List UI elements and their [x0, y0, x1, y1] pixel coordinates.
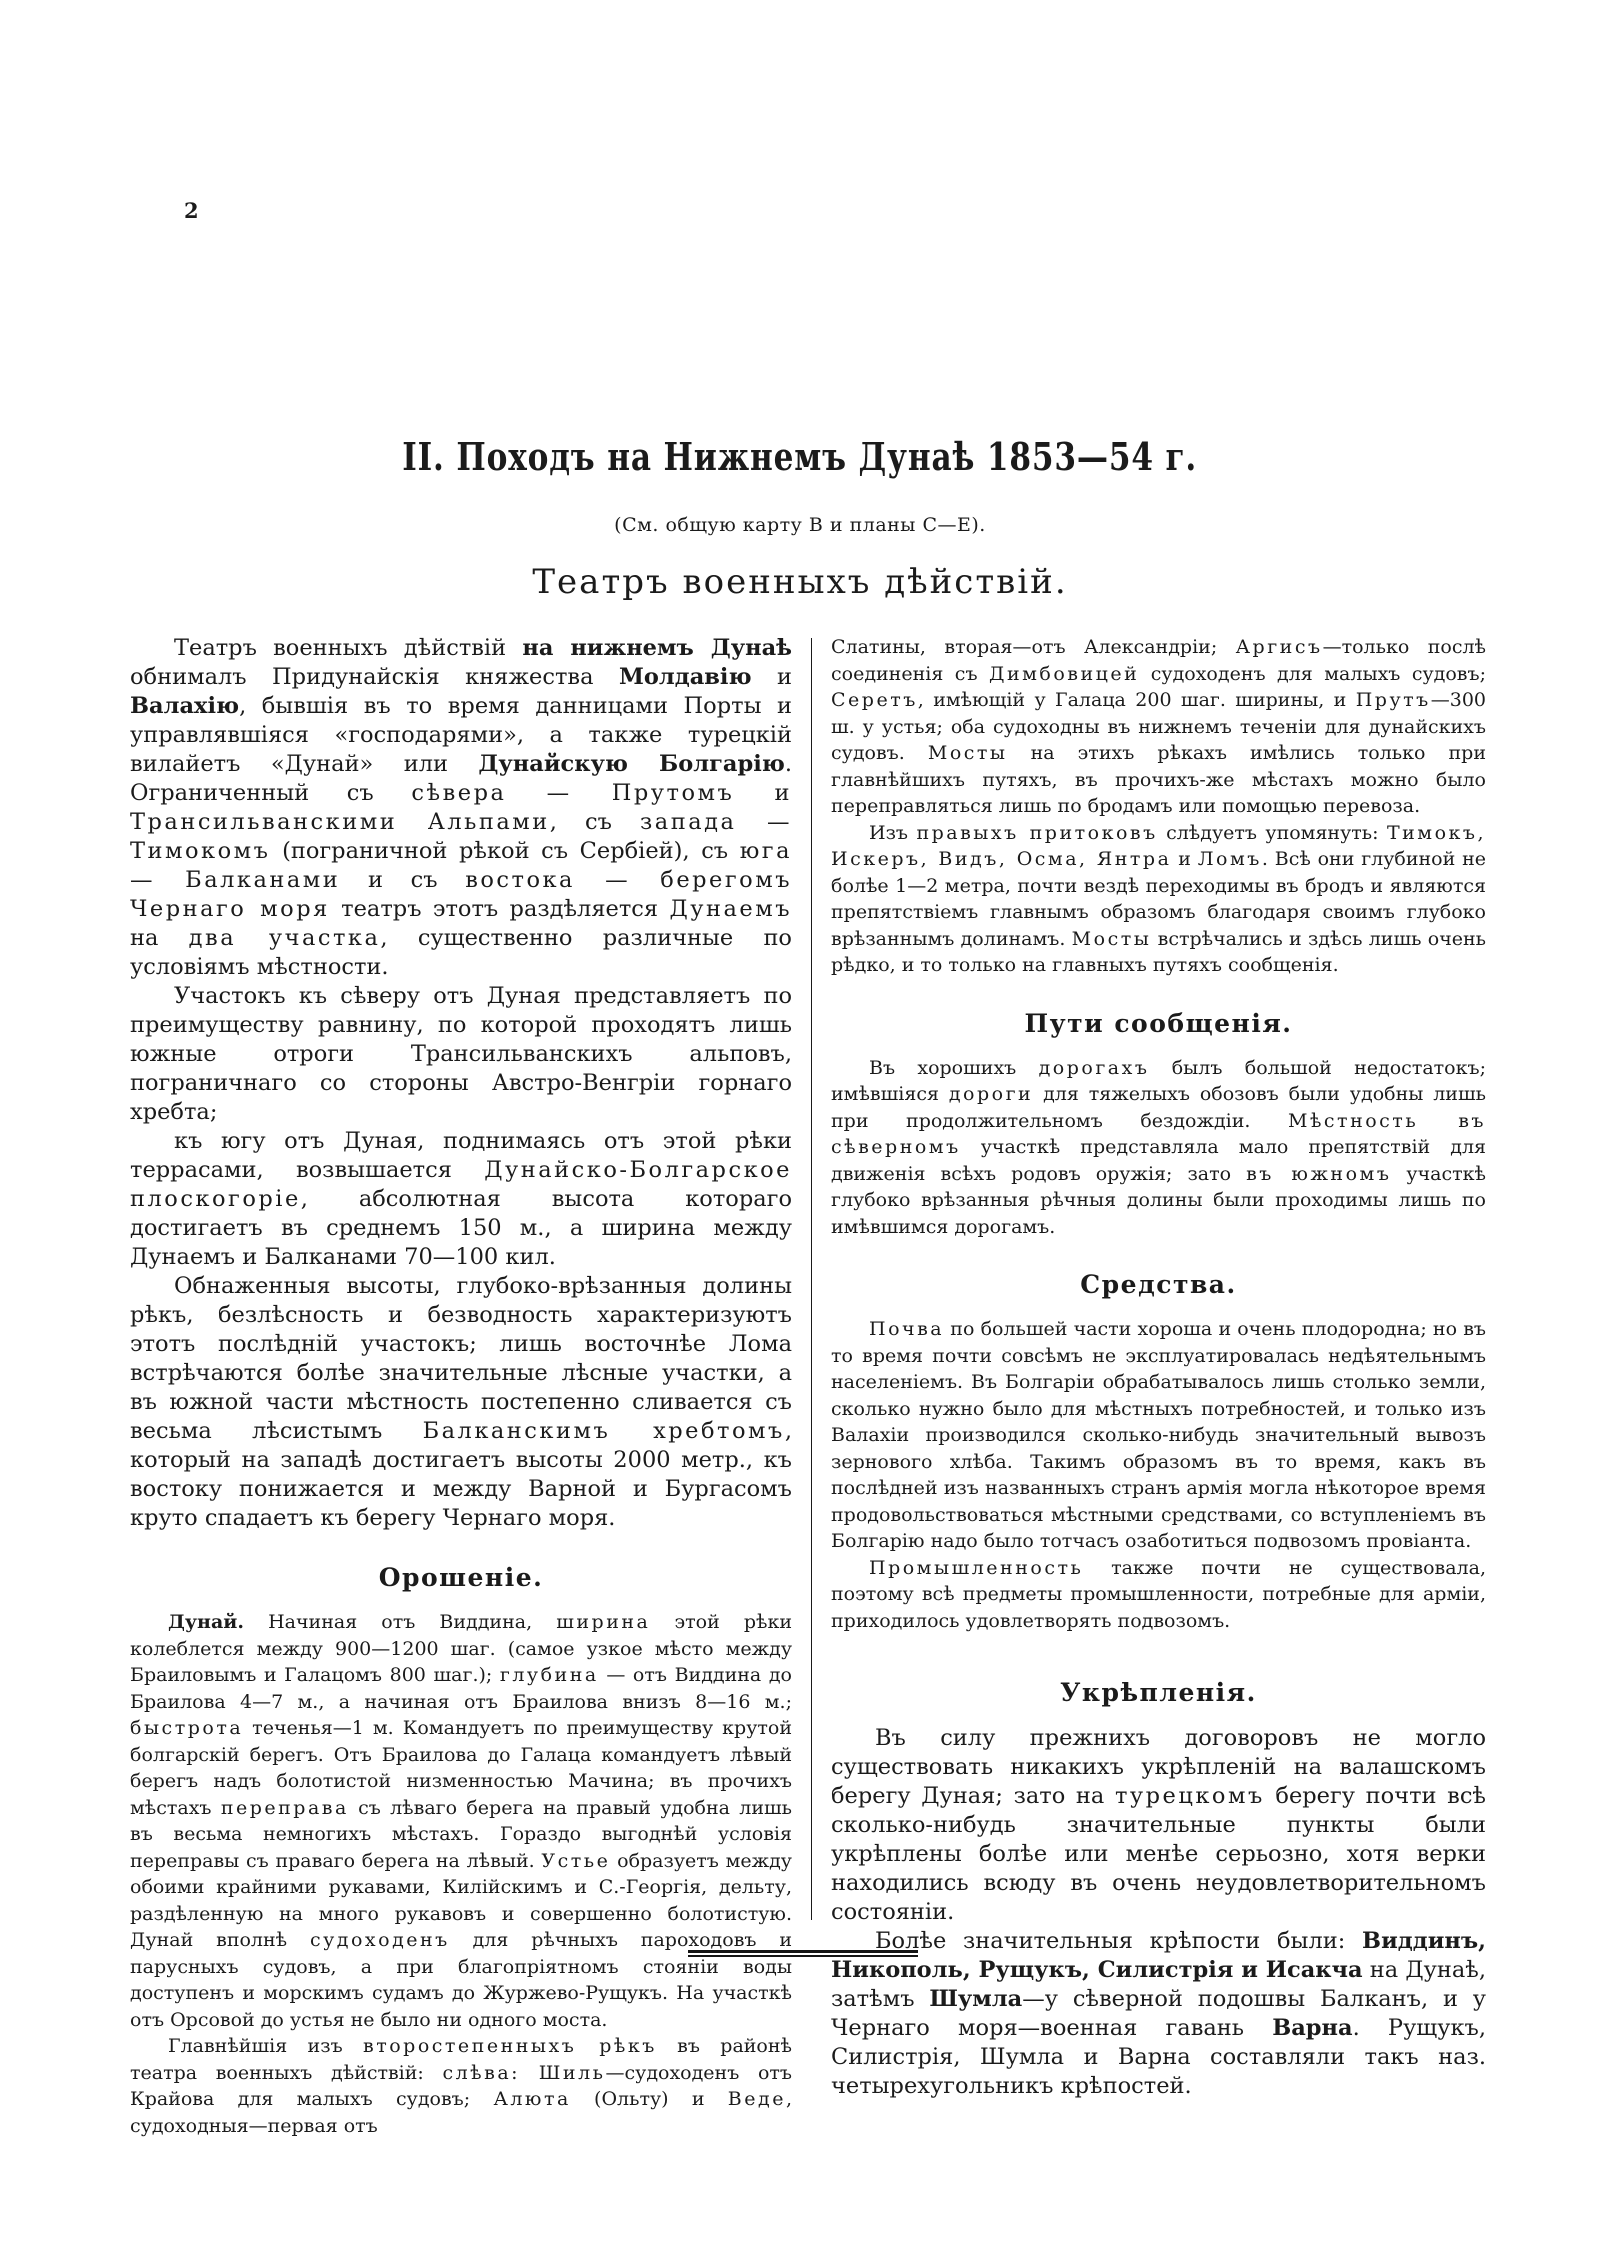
para-right-tributaries: Изъ правыхъ притоковъ слѣдуетъ упомянуть: Тимокъ, Искеръ, Видъ, Осма, Янтра и Ломъ. Всѣ они глубиной не болѣе 1—2 метра, почти вездѣ переходимы въ бродъ и являются препятствіемъ главнымъ образомъ благодаря своимъ глубоко врѣзаннымъ долинамъ. Мосты встрѣчались и здѣсь лишь очень рѣдко, и то только на главныхъ путяхъ сообщенія.: [831, 821, 1487, 976]
para-soil-and-supplies: Почва по большей части хороша и очень плодородна; но въ то время почти совсѣмъ не эксплуатировалась недѣятельнымъ населеніемъ. Въ Болгаріи обрабатывалось лишь столько земли, сколько нужно было для мѣстныхъ потребностей, и только изъ Валахіи производился сколько-нибудь значительный вывозъ зернового хлѣба. Такимъ образомъ въ то время, какъ въ послѣдней изъ названныхъ странъ армія могла нѣкоторое время продовольствоваться мѣстными средствами, со вступленіемъ въ Болгарію надо было тотчасъ озаботиться подвозомъ провіанта.: [831, 1318, 1486, 1552]
para-industry: Промышленность также почти не существовала, поэтому всѣ предметы промышленности, потребные для арміи, приходилось удовлетворять подвозомъ.: [831, 1556, 1486, 1632]
para-secondary-rivers-left: Главнѣйшія изъ второстепенныхъ рѣкъ въ районѣ театра военныхъ дѣйствій: слѣва: Шиль—судоходенъ отъ Крайова для малыхъ судовъ; Алюта (Ольту) и Веде, судоходныя—первая отъ: [130, 2035, 792, 2137]
map-reference-note: (См. общую карту В и планы С—Е).: [614, 514, 986, 536]
para-terrain-character: Обнаженныя высоты, глубоко-врѣзанныя долины рѣкъ, безлѣсность и безводность характеризуютъ этотъ послѣдній участокъ; лишь восточнѣе Лома встрѣчаются болѣе значительные лѣсные участки, а въ южной части мѣстность постепенно сливается съ весьма лѣсистымъ Балканскимъ хребтомъ, который на западѣ достигаетъ высоты 2000 метр., къ востоку понижается и между Варной и Бургасомъ круто спадаетъ къ берегу Чернаго моря.: [130, 1273, 792, 1531]
section-title: Театръ военныхъ дѣйствій.: [532, 562, 1068, 602]
para-roads: Въ хорошихъ дорогахъ былъ большой недостатокъ; имѣвшіяся дороги для тяжелыхъ обозовъ были удобны лишь при продолжительномъ бездождіи. Мѣстность въ сѣверномъ участкѣ представляла мало препятствій для движенія всѣхъ родовъ оружія; зато въ южномъ участкѣ глубоко врѣзанныя рѣчныя долины были проходимы лишь по имѣвшимся дорогамъ.: [831, 1056, 1486, 1238]
heading-irrigation: Орошеніе.: [378, 1563, 544, 1592]
two-column-text: [130, 634, 1486, 2139]
chapter-title-text: II. Походъ на Нижнемъ Дунаѣ 1853—54 г.: [402, 434, 1198, 479]
chapter-title: [0, 434, 1600, 479]
para-northern-section: Участокъ къ сѣверу отъ Дуная представляетъ по преимуществу равнину, по которой проходятъ лишь южные отроги Трансильванскихъ альповъ, пограничнаго со стороны Австро-Венгріи горнаго хребта;: [130, 983, 792, 1125]
heading-fortifications: Укрѣпленія.: [1060, 1678, 1257, 1707]
para-danube-description: Дунай. Начиная отъ Виддина, ширина этой рѣки колеблется между 900—1200 шаг. (самое узкое мѣсто между Браиловымъ и Галацомъ 800 шаг.); глубина — отъ Виддина до Браилова 4—7 м., а начиная отъ Браилова внизъ 8—16 м.; быстрота теченья—1 м. Командуетъ по преимуществу крутой болгарскій берегъ. Отъ Браилова до Галаца командуетъ лѣвый берегъ надъ болотистой низменностью Мачина; въ прочихъ мѣстахъ переправа съ лѣваго берега на правый удобна лишь въ весьма немногихъ мѣстахъ. Гораздо выгоднѣй условія переправы съ праваго берега на лѣвый. Устье образуетъ между обоими крайними рукавами, Килійскимъ и С.-Георгія, дельту, раздѣленную на много рукавовъ и совершенно болотистую. Дунай вполнѣ судоходенъ для рѣчныхъ пароходовъ и парусныхъ судовъ, а при благопріятномъ стояніи воды доступенъ и морскимъ судамъ до Журжево-Рущукъ. На участкѣ отъ Орсовой до устья не было ни одного моста.: [130, 1611, 792, 2031]
column-divider-rule: [811, 638, 812, 1920]
para-southern-plateau: къ югу отъ Дуная, поднимаясь отъ этой рѣки террасами, возвышается Дунайско-Болгарское плоскогоріе, абсолютная высота котораго достигаетъ въ среднемъ 150 м., а ширина между Дунаемъ и Балканами 70—100 кил.: [130, 1128, 792, 1270]
para-major-fortresses: Болѣе значительныя крѣпости были: Виддинъ, Никополь, Рущукъ, Силистрія и Исакча на Дунаѣ, затѣмъ Шумла—у сѣверной подошвы Балканъ, и у Чернаго моря—военная гавань Варна. Рущукъ, Силистрія, Шумла и Варна составляли такъ наз. четырехугольникъ крѣпостей.: [831, 1928, 1486, 2099]
page-number: 2: [184, 198, 199, 223]
para-theatre-overview: Театръ военныхъ дѣйствій на нижнемъ Дунаѣ обнималъ Придунайскія княжества Молдавію и Валахію, бывшія въ то время данницами Порты и управлявшіяся «господарями», а также турецкій вилайетъ «Дунай» или Дунайскую Болгарію. Ограниченный съ сѣвера — Прутомъ и Трансильванскими Альпами, съ запада — Тимокомъ (пограничной рѣкой съ Сербіей), съ юга — Балканами и съ востока — берегомъ Чернаго моря театръ этотъ раздѣляется Дунаемъ на два участка, существенно различные по условіямъ мѣстности.: [130, 635, 793, 980]
para-secondary-rivers-continued: Слатины, вторая—отъ Александріи; Аргисъ—только послѣ соединенія съ Димбовицей судоходенъ для малыхъ судовъ; Серетъ, имѣющій у Галаца 200 шаг. ширины, и Прутъ—300 ш. у устья; оба судоходны въ нижнемъ теченіи для дунайскихъ судовъ. Мосты на этихъ рѣкахъ имѣлись только при главнѣйшихъ путяхъ, въ прочихъ-же мѣстахъ можно было переправляться лишь по бродамъ или помощью перевоза.: [831, 636, 1486, 817]
heading-resources: Средства.: [1080, 1270, 1237, 1299]
left-column: [130, 634, 792, 2139]
end-of-section-rule: [688, 1950, 918, 1957]
heading-communications: Пути сообщенія.: [1024, 1008, 1293, 1038]
para-fortification-treaties: Въ силу прежнихъ договоровъ не могло существовать никакихъ укрѣпленій на валашскомъ берегу Дуная; зато на турецкомъ берегу почти всѣ сколько-нибудь значительные пункты были укрѣплены болѣе или менѣе серьозно, хотя верки находились всюду въ очень неудовлетворительномъ состояніи.: [831, 1725, 1486, 1925]
right-column: [831, 634, 1486, 2101]
